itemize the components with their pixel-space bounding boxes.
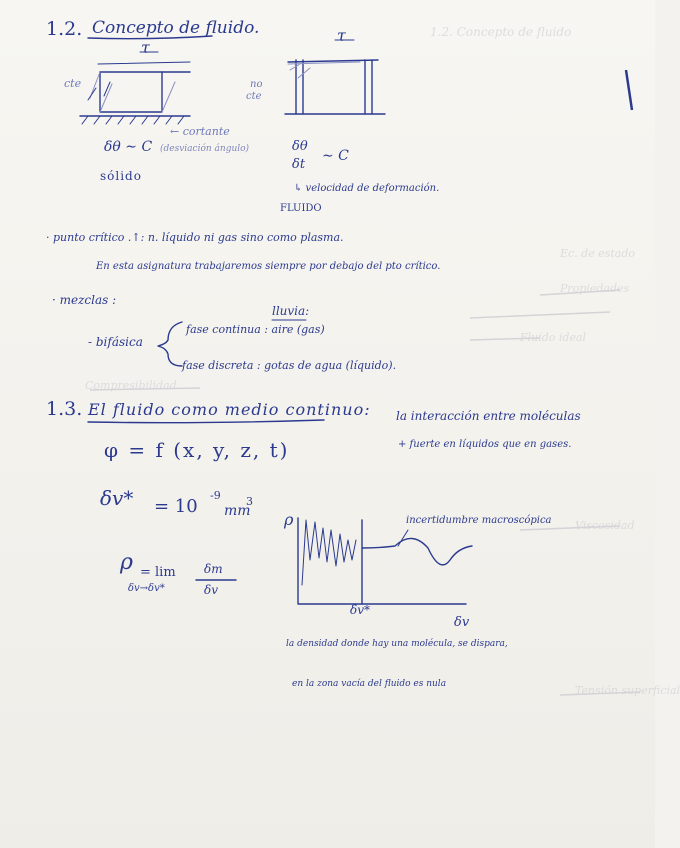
fluid-relation-num: δθ bbox=[292, 139, 308, 154]
bottom-note: en la zona vacía del fluido es nula bbox=[292, 679, 447, 689]
delta-v-unit-exponent: 3 bbox=[246, 495, 253, 508]
section-title: Concepto de fluido. bbox=[92, 18, 260, 38]
fluid-relation-rhs: ∼ C bbox=[322, 148, 349, 164]
fluid-relation-den: δt bbox=[292, 157, 306, 172]
section-number: 1.2. bbox=[46, 18, 83, 40]
no-cte-label: no bbox=[250, 79, 263, 90]
note-fase-discreta: fase discreta : gotas de agua (líquido). bbox=[182, 359, 397, 372]
delta-v-unit: mm bbox=[224, 503, 251, 519]
show-through-text: Compresibilidad bbox=[85, 379, 177, 392]
note-asignatura: En esta asignatura trabajaremos siempre por debajo del pto crítico. bbox=[96, 261, 441, 272]
macro-curve bbox=[362, 538, 472, 564]
fraction-denominator: δv bbox=[204, 583, 219, 597]
tau-label-fluid: τ bbox=[337, 26, 346, 45]
show-through-text: Tensión superficial bbox=[575, 684, 680, 697]
show-through-text: Propiedades bbox=[560, 282, 630, 295]
fluido-label: FLUIDO bbox=[280, 203, 322, 214]
solid-diagram bbox=[80, 52, 190, 124]
graph-dvstar-label: δv* bbox=[350, 603, 371, 617]
edge-mark bbox=[626, 70, 632, 110]
solid-relation-note: (desviación ángulo) bbox=[160, 144, 250, 154]
cte-label: cte bbox=[64, 77, 82, 90]
side-note: la interacción entre moléculas bbox=[396, 409, 581, 423]
solido-label: sólido bbox=[100, 169, 142, 183]
delta-v-exponent: -9 bbox=[210, 489, 221, 502]
rho-symbol: ρ bbox=[120, 550, 133, 575]
note-bifasica: - bifásica bbox=[88, 335, 143, 349]
delta-v-star: δv* bbox=[100, 486, 134, 510]
note-punto-critico: · punto crítico .↑: n. líquido ni gas sino como plasma. bbox=[46, 231, 344, 244]
velocidad-deformacion: ↳ velocidad de deformación. bbox=[294, 183, 440, 194]
bottom-note: la densidad donde hay una molécula, se dispara, bbox=[286, 639, 508, 649]
title-underline-1-3 bbox=[88, 420, 324, 423]
brace bbox=[158, 322, 182, 366]
delta-v-equation: = 10 bbox=[154, 496, 198, 517]
no-cte-label: cte bbox=[246, 91, 262, 102]
show-through-text: 1.2. Concepto de fluido bbox=[430, 25, 572, 39]
solid-relation: δθ ∼ C bbox=[104, 139, 153, 155]
show-through-text: Ec. de estado bbox=[560, 247, 636, 260]
show-through-text: Fluido ideal bbox=[520, 331, 587, 344]
show-through-text: Viscosidad bbox=[575, 519, 635, 532]
phi-equation: φ = f (x, y, z, t) bbox=[104, 438, 290, 462]
fluid-diagram bbox=[285, 40, 385, 114]
note-lluvia: lluvia: bbox=[272, 304, 310, 318]
cortante-label: ← cortante bbox=[170, 125, 230, 138]
note-mezclas: · mezclas : bbox=[52, 293, 117, 307]
graph-dv-label: δv bbox=[454, 615, 470, 630]
section-number-1-3: 1.3. bbox=[46, 398, 83, 420]
note-fase-continua: fase continua : aire (gas) bbox=[186, 323, 325, 336]
fluctuation-curve bbox=[302, 520, 356, 585]
fraction-numerator: δm bbox=[204, 562, 223, 576]
tau-label: τ bbox=[141, 38, 150, 57]
graph-rho-label: ρ bbox=[284, 510, 294, 529]
side-note: + fuerte en líquidos que en gases. bbox=[398, 439, 572, 450]
annotation-arrow bbox=[398, 530, 408, 546]
section-title-1-3: El fluido como medio continuo: bbox=[88, 400, 371, 419]
lim-subscript: δv→δv* bbox=[128, 583, 165, 594]
graph-incertidumbre: incertidumbre macroscópica bbox=[406, 515, 552, 526]
density-graph bbox=[298, 518, 472, 604]
rho-lim: = lim bbox=[140, 565, 176, 580]
